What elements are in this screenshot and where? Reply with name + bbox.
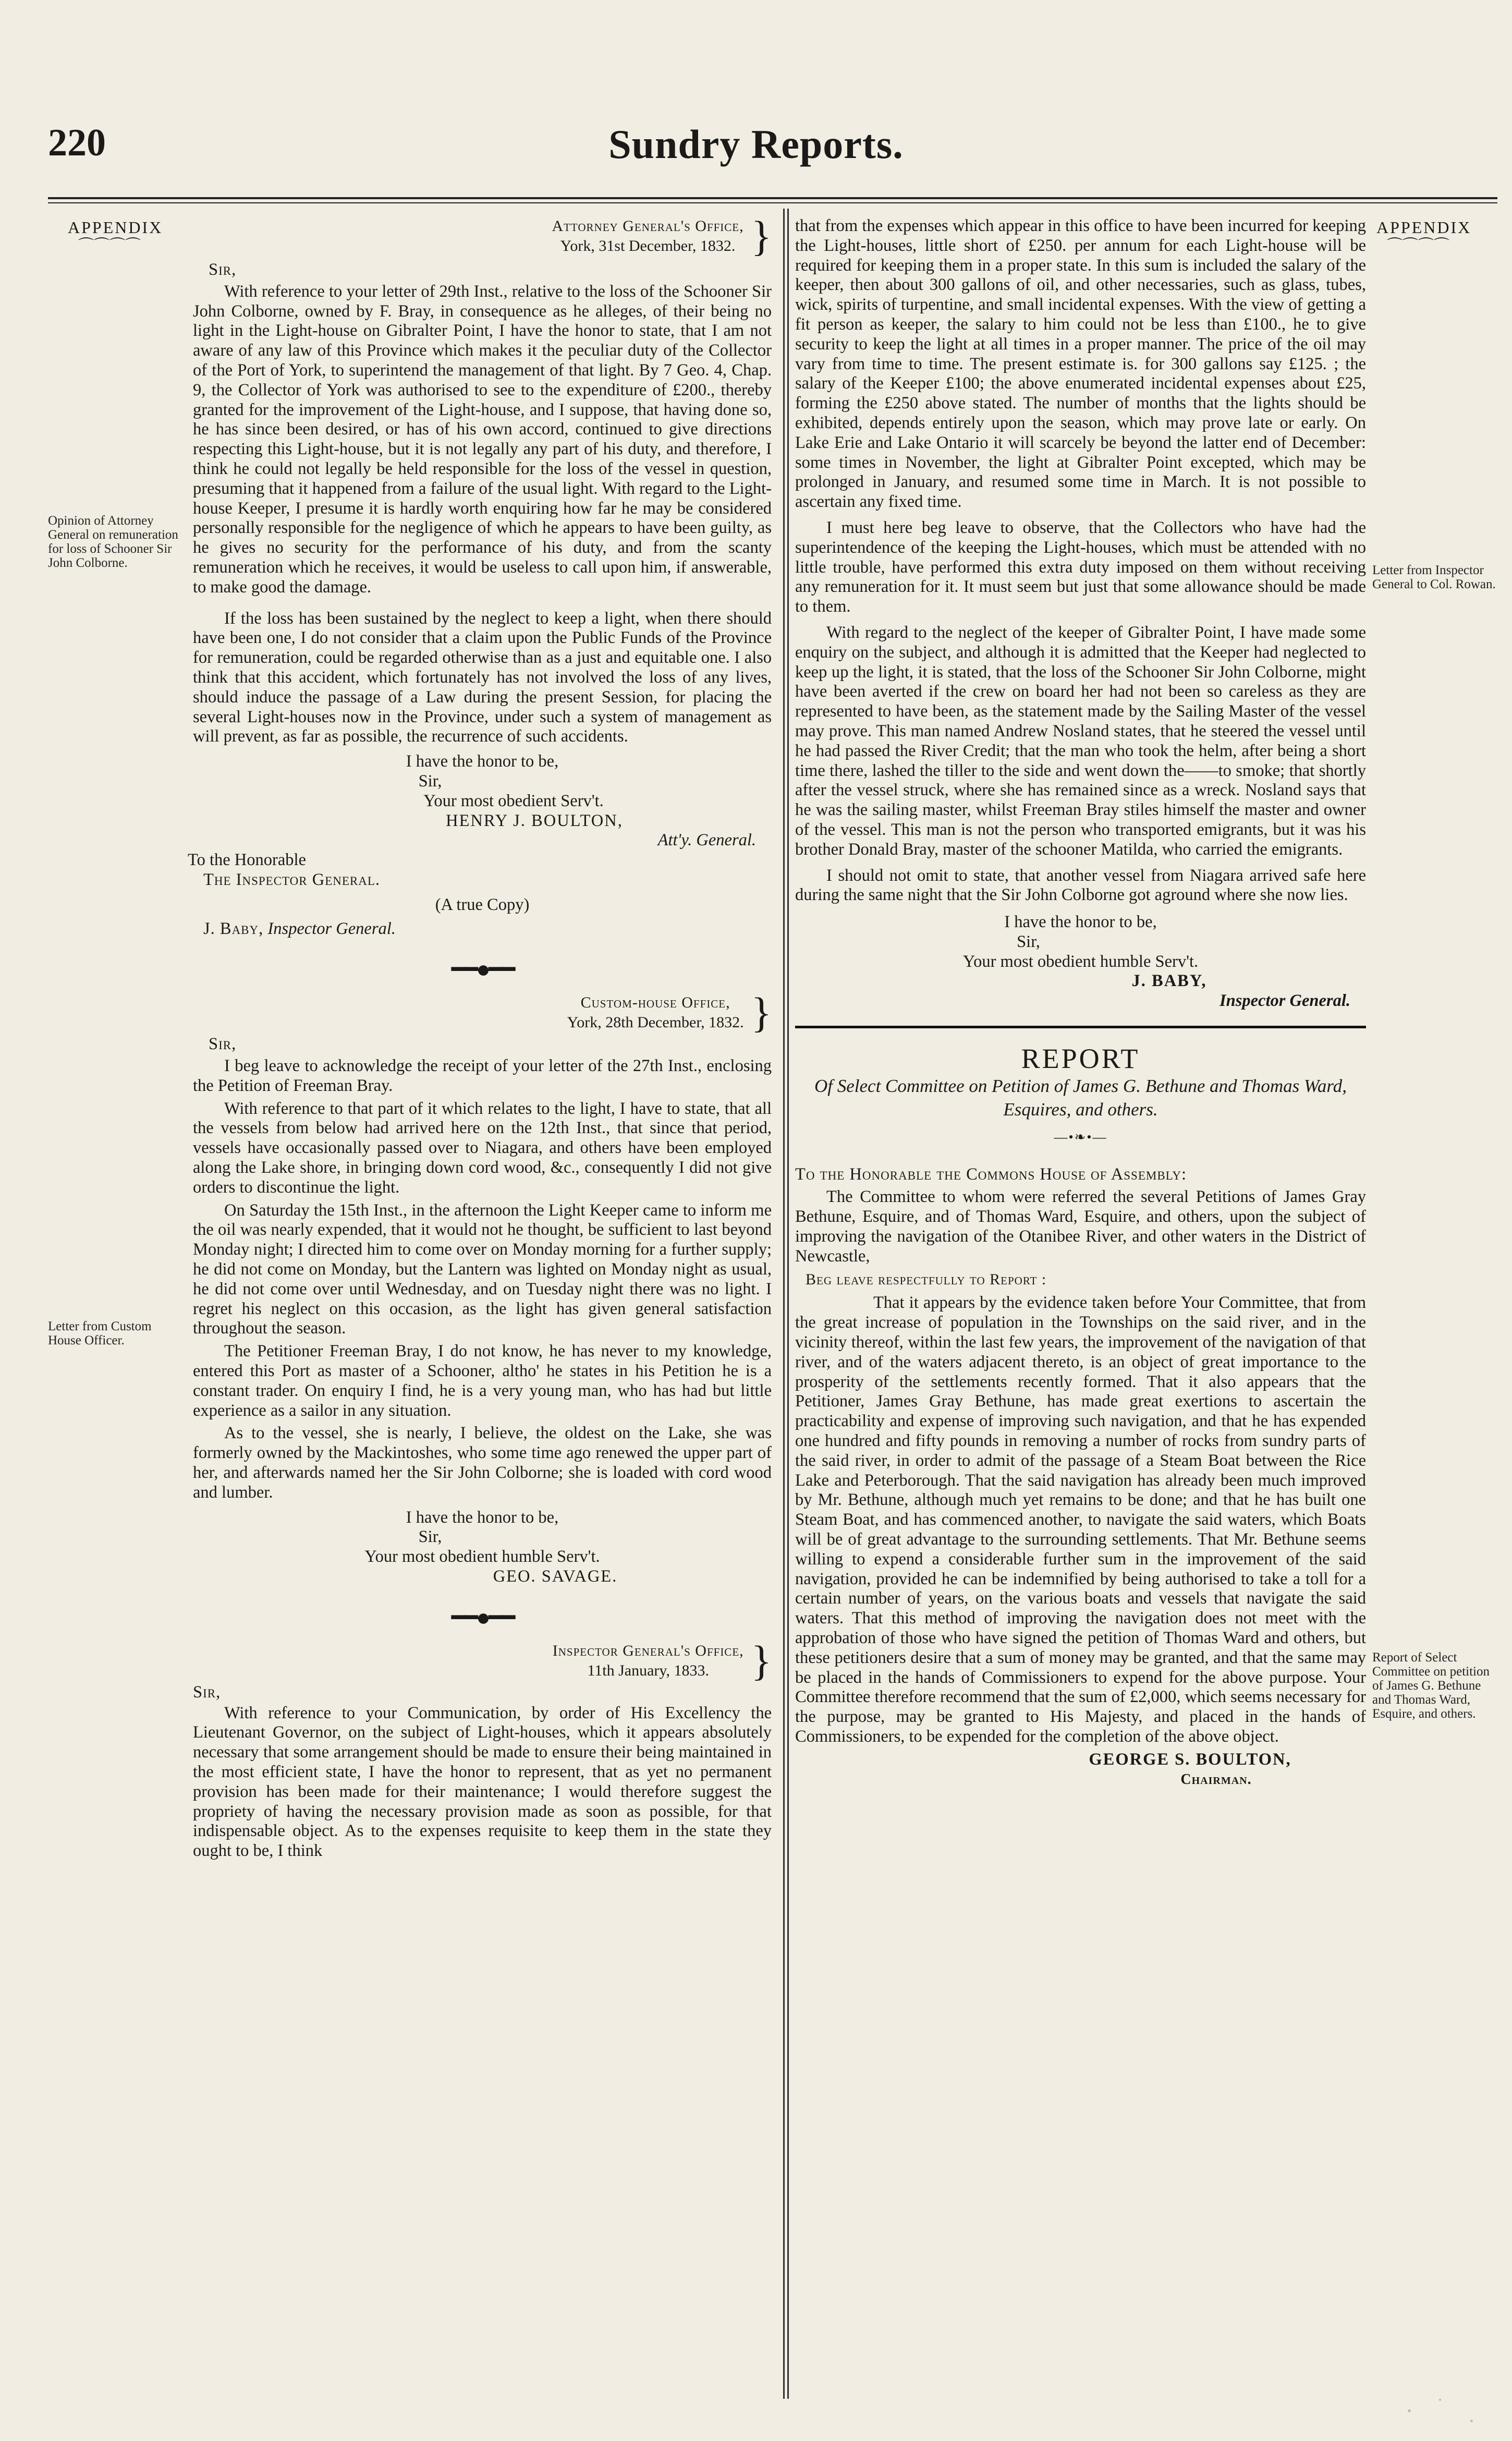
margin-note-attorney: Opinion of Attorney General on remuneration for loss of Schooner Sir John Colborne. <box>48 514 178 570</box>
appendix-brace-right: ⌒⌒⌒⌒ <box>1387 237 1449 254</box>
letter1-date: York, 31st December, 1832. <box>560 237 736 254</box>
section-ornament: ━━●━━ <box>451 1604 514 1631</box>
report-intro: The Committee to whom were referred the several Petitions of James Gray Bethune, Esquire, and of Thomas Ward, Esquire, and others, upon the subject of improving the navigation of the Otanibee River, and other waters in the District of Newcastle, <box>795 1187 1366 1266</box>
letter1-true-copy: (A true Copy) <box>435 895 530 914</box>
letter2-heading <box>193 989 772 1037</box>
letter1-office: Attorney General's Office, <box>552 217 744 235</box>
print-speckle <box>1439 2399 1441 2401</box>
letter3-signer-title: Inspector General. <box>1220 991 1350 1011</box>
letter1-paragraph: With reference to your letter of 29th Inst., relative to the loss of the Schooner Sir John Colborne, owned by F. Bray, in consequence as he alleges, of their being no light in the Light-house on Gibralter Point, I have the honor to state, that I am not aware of any law of this Province which makes it the peculiar duty of the Collector of the Port of York, to superintend the management of that light. By 7 Geo. 4, Chap. 9, the Collector of York was authorised to see to the expenditure of £200., thereby granted for the improvement of the Light-house, and I suppose, that having done so, he has since been desired, or has of his own accord, continued to give directions respecting this Light-house, but it is not legally any part of his duty, and therefore, I think he could not legally be held responsible for the loss of the vessel in question, presuming that it happened from a failure of the usual light. With regard to the Light-house Keeper, I presume it is hardly worth enquiring how far he may be considered personally responsible for the negligence of which he appears to have been guilty, as he gives no security for the performance of his duty, and from the scanty remuneration which he receives, it would be useless to call upon him, if answerable, to make good the damage. <box>193 282 772 597</box>
letter1-address: To the Honorable <box>188 851 306 870</box>
header-rule-thin <box>48 202 1497 203</box>
report-subtitle: Of Select Committee on Petition of James G. Bethune and Thomas Ward, Esquires, and others. <box>814 1075 1347 1120</box>
letter3-date: 11th January, 1833. <box>587 1661 709 1679</box>
letter3-closing: I have the honor to be, <box>1004 913 1157 932</box>
margin-note-inspector: Letter from Inspector General to Col. Rowan. <box>1372 563 1496 591</box>
section-ornament: ━━●━━ <box>451 956 514 983</box>
letter3-office: Inspector General's Office, <box>552 1642 744 1659</box>
letter3-closing: Sir, <box>1017 932 1040 951</box>
letter2-paragraph: With reference to that part of it which relates to the light, I have to state, that all the vessels from below had arrived here on the 12th Inst., that since that period, vessels have occasionally passed over to Niagara, and others have been employed along the Lake shore, in bringing down cord wood, &c., consequently I did not give orders to discontinue the light. <box>193 1099 772 1197</box>
letter1-copy-signature <box>203 919 772 939</box>
report-ornament: —•❧•— <box>1054 1129 1107 1145</box>
report-signer: GEORGE S. BOULTON, <box>1089 1750 1291 1769</box>
letter1-paragraph: If the loss has been sustained by the neglect to keep a light, when there should have been one, I do not consider that a claim upon the Public Funds of the Province for remuneration, could be regarded otherwise than as a just and equitable one. I also think that this accident, which fortunately has not involved the loss of any lives, should induce the passage of a Law during the present Session, for placing the several Light-houses now in the Province, under such a system of management as will prevent, as far as possible, the recurrence of such accidents. <box>193 609 772 746</box>
copy-signer: J. Baby, <box>203 919 264 938</box>
letter2-paragraph: On Saturday the 15th Inst., in the afternoon the Light Keeper came to inform me the oil was nearly expended, that it would not he thought, be sufficient to last beyond Monday night; I directed him to come over on Monday morning for a further supply; he did not come on Monday, but the Lantern was lighted on Monday night as usual, he did not come over until Wednesday, and on Tuesday night there was no light. I regret his neglect on this occasion, as the light has given general satisfaction throughout the season. <box>193 1200 772 1338</box>
letter1-closing: I have the honor to be, <box>406 752 559 771</box>
letter1-signer-title: Att'y. General. <box>657 831 756 850</box>
letter3-signer: J. BABY, <box>1131 971 1207 991</box>
letter1-closing: Your most obedient Serv't. <box>423 791 604 810</box>
print-speckle <box>1408 2409 1411 2412</box>
margin-note-custom-house: Letter from Custom House Officer. <box>48 1319 152 1347</box>
letter3-salutation: Sir, <box>193 1682 221 1702</box>
letter1-closing: Sir, <box>418 771 442 791</box>
letter3-paragraph: With regard to the neglect of the keeper of Gibralter Point, I have made some enquiry on the subject, and although it is admitted that the Keeper had neglected to keep up the light, it is stated, that the loss of the Schooner Sir John Colborne, might have been averted if the crew on board her had not been so careless as they are represented to have been, as the statement made by the Sailing Master of the vessel may prove. This man named Andrew Nosland states, that he steered the vessel until he had passed the River Credit; that the man who took the helm, after being a short time there, lashed the tiller to the side and went down the——to smoke; that shortly after the vessel struck, where she has remained since as a wreck. Nosland says that he was the sailing master, whilst Freeman Bray stiles himself the master and owner of the vessel. This man is not the person who transported emigrants, but it was his brother Donald Bray, master of the schooner Matilda, who carried the emigrants. <box>795 623 1366 859</box>
print-speckle <box>1470 2420 1473 2422</box>
letter2-closing: Sir, <box>418 1527 442 1547</box>
letter3-closing: Your most obedient humble Serv't. <box>962 952 1199 971</box>
letter1-address: The Inspector General. <box>203 870 381 889</box>
letter2-salutation: Sir, <box>209 1035 237 1054</box>
letter2-paragraph: The Petitioner Freeman Bray, I do not know, he has never to my knowledge, entered this Port as master of a Schooner, altho' he states in his Petition he is a constant trader. On enquiry I find, he is a very young man, who has had but little experience as a sailor in any situation. <box>193 1342 772 1420</box>
letter2-closing: Your most obedient humble Serv't. <box>364 1547 600 1566</box>
letter2-paragraph: As to the vessel, she is nearly, I believe, the oldest on the Lake, she was formerly owned by the Mackintoshes, who some time ago renewed the upper part of her, and afterwards named her the Sir John Colborne; she is loaded with cord wood and lumber. <box>193 1424 772 1502</box>
letter1-signer: HENRY J. BOULTON, <box>446 811 623 830</box>
letter2-closing: I have the honor to be, <box>406 1508 559 1527</box>
page-number: 220 <box>48 122 106 164</box>
report-body: That it appears by the evidence taken before Your Committee, that from the great increase of population in the Townships on the said river, and in the vicinity thereof, within the last few years, the improvement of the navigation of that river, and of the waters adjacent thereto, is an object of great importance to the prosperity of the settlements recently formed. That it also appears that the Petitioner, James Gray Bethune, has made great exertions to ascertain the practicability and expense of improving such navigation, and that he has expended one hundred and fifty pounds in removing a number of rocks from sundry parts of the said river, in order to admit of the passage of a Steam Boat between the Rice Lake and Peterborough. That the said navigation has already been much improved by Mr. Bethune, although much yet remains to be done; and that he has built one Steam Boat, and has commenced another, to navigate the said waters, which Boats will be of great advantage to the surrounding settlements. That Mr. Bethune seems willing to expend a considerable further sum in the improvement of the said navigation, provided he can be indemnified by being authorised to take a toll for a certain number of years, on the various boats and vessels that navigate the said waters. That this method of improving the navigation does not meet with the approbation of those who have signed the petition of Thomas Ward and others, but these petitioners desire that a sum of money may be granted, and that the same may be placed in the hands of Commissioners to expend for the above purpose. Your Committee therefore recommend that the sum of £2,000, which seems necessary for the purpose, may be granted to His Majesty, and placed in the hands of Commissioners, to be expended for the completion of the above object. <box>795 1293 1366 1746</box>
appendix-label-right: APPENDIX <box>1376 218 1472 237</box>
letter3-heading <box>193 1636 772 1684</box>
report-title: REPORT <box>1021 1043 1140 1075</box>
report-addressee: To the Honorable the Commons House of Assembly: <box>795 1164 1187 1184</box>
appendix-brace-left: ⌒⌒⌒⌒ <box>78 237 141 254</box>
report-rule <box>795 1026 1366 1028</box>
letter3-brace: } <box>751 1636 772 1684</box>
report-signer-title: Chairman. <box>1180 1771 1252 1788</box>
margin-note-report: Report of Select Committee on petition of James G. Bethune and Thomas Ward, Esquire, and others. <box>1372 1650 1490 1721</box>
letter3-paragraph: I must here beg leave to observe, that the Collectors who have had the superintendence of the keeping the Light-houses, which must be attended with no little trouble, have performed this extra duty imposed on them without receiving any remuneration for it. It must seem but just that some allowance should be made to them. <box>795 518 1366 616</box>
letter3-paragraph-continued: that from the expenses which appear in this office to have been incurred for keeping the Light-houses, little short of £250. per annum for each Light-house will be required for keeping them in a proper state. In this sum is included the salary of the keeper, then about 300 gallons of oil, and other necessaries, such as glass, tubes, wick, spirits of turpentine, and small incidental expenses. With the view of getting a fit person as keeper, the salary to him could not be less than £100., he to give security to keep the light at all times in a proper manner. The price of the oil may vary from time to time. The present estimate is. for 300 gallons say £125. ; the salary of the Keeper £100; the above enumerated incidental expenses about £25, forming the £250 above stated. The number of months that the lights should be exhibited, depends entirely upon the season, which may prove late or early. On Lake Erie and Lake Ontario it will scarcely be beyond the latter end of December: some times in November, the light at Gibralter Point excepted, which may be prolonged in January, and resumed some time in March. It is not possible to ascertain any fixed time. <box>795 216 1366 512</box>
running-head: Sundry Reports. <box>608 122 904 167</box>
right-column <box>795 216 1366 1789</box>
letter1-heading <box>193 212 772 260</box>
letter2-signer: GEO. SAVAGE. <box>493 1567 618 1586</box>
letter1-salutation: Sir, <box>209 260 237 279</box>
letter2-office: Custom-house Office, <box>580 994 730 1012</box>
letter2-paragraph: I beg leave to acknowledge the receipt of your letter of the 27th Inst., enclosing the Petition of Freeman Bray. <box>193 1056 772 1095</box>
column-rule-left <box>783 209 785 2399</box>
header-rule <box>48 197 1497 199</box>
letter2-date: York, 28th December, 1832. <box>567 1014 744 1031</box>
letter1-brace: } <box>751 212 772 260</box>
letter3-paragraph-start: With reference to your Communication, by order of His Excellency the Lieutenant Governor, on the subject of Light-houses, which it appears absolutely necessary that some arrangement should be made to ensure their being maintained in the most efficient state, I have the honor to represent, that as yet no permanent provision has been made for their maintenance; I would therefore suggest the propriety of having the necessary provision made as soon as possible, for that indispensable object. As to the expenses requisite to keep them in the state they ought to be, I think <box>193 1703 772 1861</box>
copy-signer-title: Inspector General. <box>267 919 396 938</box>
appendix-label-left: APPENDIX <box>68 218 163 237</box>
letter2-brace: } <box>751 989 772 1037</box>
left-column <box>188 212 772 1864</box>
letter3-paragraph: I should not omit to state, that another vessel from Niagara arrived safe here during the same night that the Sir John Colborne got aground where she now lies. <box>795 866 1366 905</box>
column-rule-right <box>787 209 789 2399</box>
report-beg-leave: Beg leave respectfully to Report : <box>806 1270 1047 1288</box>
